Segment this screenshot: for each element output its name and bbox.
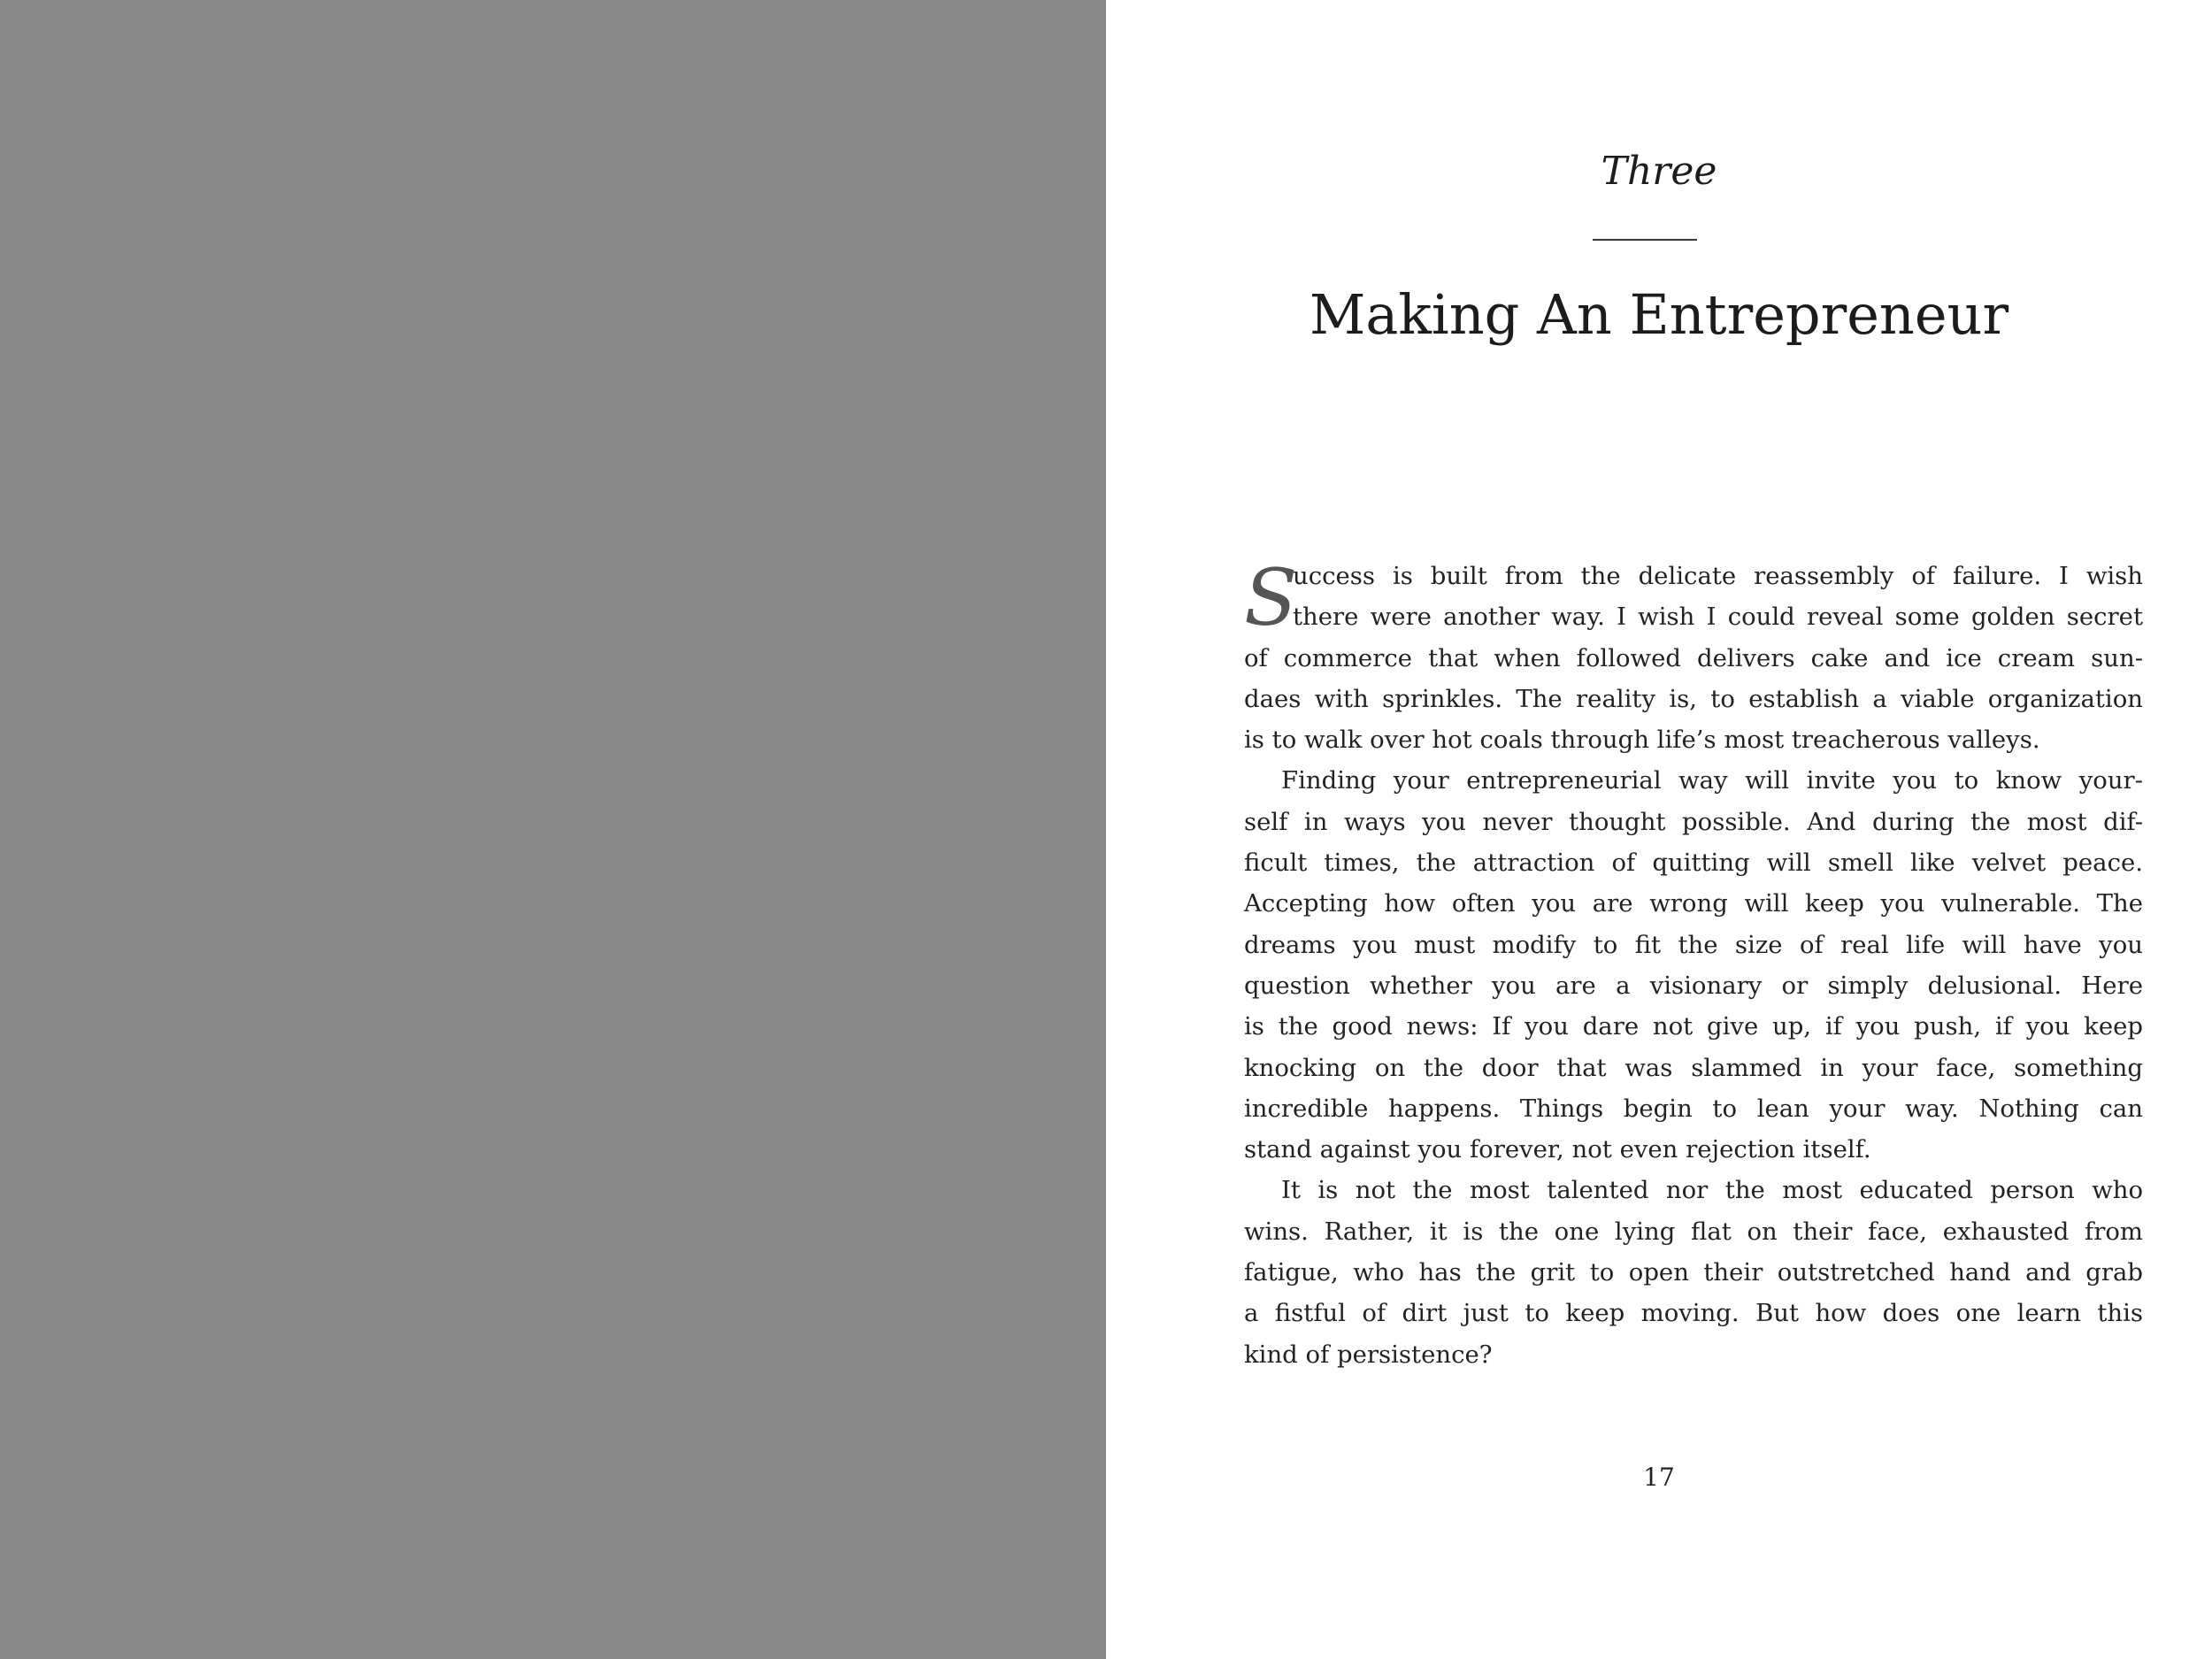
- text-line: is to walk over hot coals through life’s most treacherous valleys.: [1244, 726, 2040, 755]
- text-line: wins. Rather, it is the one lying flat on their face, exhausted from: [1244, 1217, 2143, 1246]
- text-line: stand against you forever, not even rejection itself.: [1244, 1135, 1871, 1164]
- text-line: question whether you are a visionary or simply delusional. Here: [1244, 971, 2143, 1000]
- body-text: [1244, 552, 2143, 1375]
- text-line: self in ways you never thought possible. And during the most dif-: [1244, 807, 2143, 836]
- text-line: Accepting how often you are wrong will keep you vulnerable. The: [1244, 889, 2143, 918]
- text-line: kind of persistence?: [1244, 1340, 1493, 1369]
- text-line: ficult times, the attraction of quitting will smell like velvet peace.: [1244, 849, 2143, 878]
- chapter-number: Three: [1601, 149, 1717, 194]
- text-line: Finding your entrepreneurial way will invite you to know your-: [1281, 766, 2143, 795]
- drop-cap: S: [1244, 552, 1298, 643]
- text-line: knocking on the door that was slammed in your face, something: [1244, 1053, 2143, 1082]
- title-divider: [1593, 239, 1697, 241]
- page-number: 17: [1643, 1463, 1675, 1492]
- text-line: fatigue, who has the grit to open their outstretched hand and grab: [1244, 1258, 2143, 1287]
- text-line: uccess is built from the delicate reassembly of failure. I wish: [1293, 562, 2143, 590]
- text-line: a fistful of dirt just to keep moving. But how does one learn this: [1244, 1299, 2143, 1328]
- right-page: [1106, 0, 2212, 1659]
- text-line: It is not the most talented nor the most educated person who: [1281, 1176, 2143, 1205]
- text-line: incredible happens. Things begin to lean your way. Nothing can: [1244, 1094, 2143, 1123]
- text-line: of commerce that when followed delivers cake and ice cream sun-: [1244, 643, 2143, 672]
- text-line: there were another way. I wish I could reveal some golden secret: [1293, 603, 2143, 632]
- chapter-title: Making An Entrepreneur: [1309, 282, 2009, 347]
- text-line: dreams you must modify to fit the size of real life will have you: [1244, 930, 2143, 959]
- text-line: daes with sprinkles. The reality is, to establish a viable organization: [1244, 684, 2143, 713]
- text-line: is the good news: If you dare not give up, if you push, if you keep: [1244, 1012, 2143, 1041]
